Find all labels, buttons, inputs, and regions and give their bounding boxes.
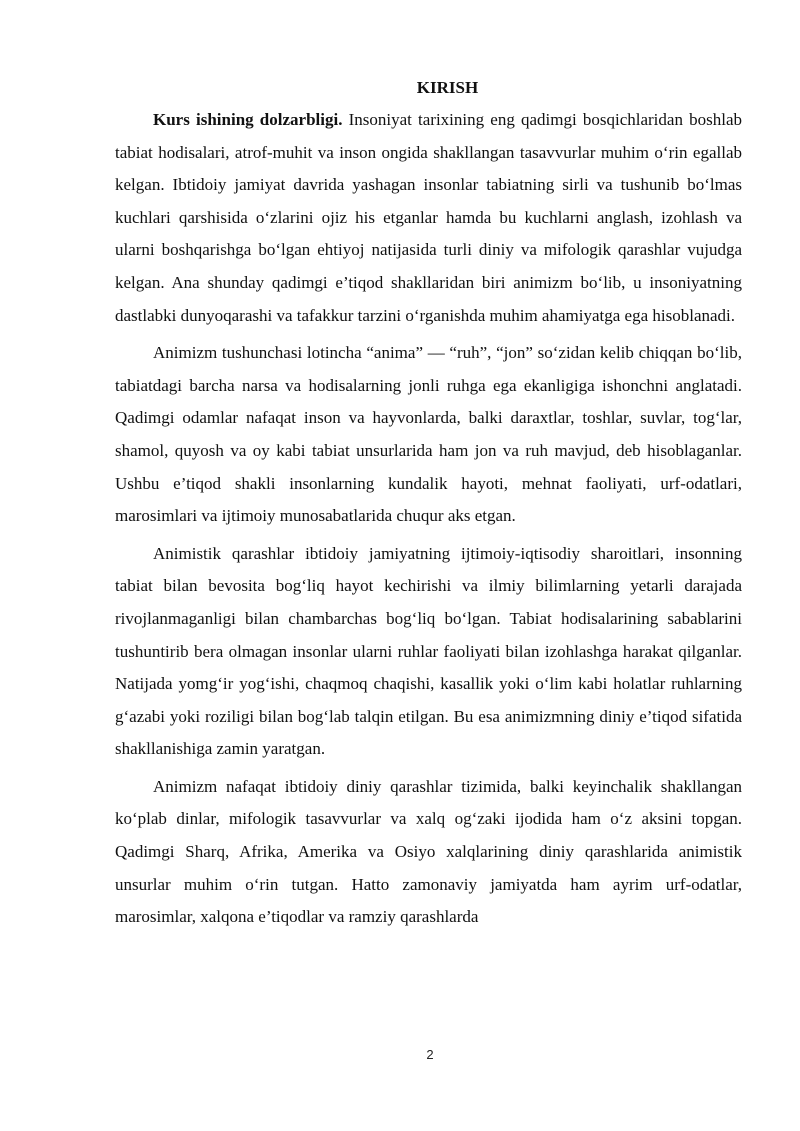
section-heading: KIRISH: [416, 78, 479, 97]
document-page: [115, 72, 742, 939]
paragraph-4: [115, 771, 742, 934]
paragraph-text: Animistik qarashlar ibtidoiy jamiyatning ijtimoiy-iqtisodiy sharoitlari, insonning tabiat bilan bevosita bog‘liq hayot kechirishi va ilmiy bilimlarning yetarli darajada rivojlanmaganligi bilan chambarchas bog‘liq bo‘lgan. Tabiat hodisalarining sabablarini tushuntirib bera olmagan insonlar ularni ruhlar faoliyati bilan izohlashga harakat qilganlar. Natijada yomg‘ir yog‘ishi, chaqmoq chaqishi, kasallik yoki o‘lim kabi holatlar ruhlarning g‘azabi yoki roziligi bilan bog‘lab talqin etilgan. Bu esa animizmning diniy e’tiqod sifatida shakllanishiga zamin yaratgan.: [115, 543, 742, 759]
paragraph-1: [115, 104, 742, 332]
paragraph-text: Animizm tushunchasi lotincha “anima” — “ruh”, “jon” so‘zidan kelib chiqqan bo‘lib, tabiatdagi barcha narsa va hodisalarning jonli ruhga ega ekanligiga ishonchni anglatadi. Qadimgi odamlar nafaqat inson va hayvonlarda, balki daraxtlar, toshlar, suvlar, tog‘lar, shamol, quyosh va oy kabi tabiat unsurlarida ham jon va ruh mavjud, deb hisoblaganlar. Ushbu e’tiqod shakli insonlarning kundalik hayoti, mehnat faoliyati, urf-odatlari, marosimlari va ijtimoiy munosabatlarida chuqur aks etgan.: [115, 343, 742, 526]
paragraph-lead: Kurs ishining dolzarbligi.: [153, 110, 343, 129]
paragraph-2: [115, 337, 742, 533]
paragraph-text: Insoniyat tarixining eng qadimgi bosqichlaridan boshlab tabiat hodisalari, atrof-muhit va inson ongida shakllangan tasavvurlar muhim o‘rin egallab kelgan. Ibtidoiy jamiyat davrida yashagan insonlar tabiatning sirli va tushunib bo‘lmas kuchlari qarshisida o‘zlarini ojiz his etganlar hamda bu kuchlarni anglash, izohlash va ularni boshqarishga bo‘lgan ehtiyoj natijasida turli diniy va mifologik qarashlar vujudga kelgan. Ana shunday qadimgi e’tiqod shakllaridan biri animizm bo‘lib, u insoniyatning dastlabki dunyoqarashi va tafakkur tarzini o‘rganishda muhim ahamiyatga ega hisoblanadi.: [115, 110, 742, 325]
page-number: 2: [426, 1047, 434, 1062]
paragraph-3: [115, 538, 742, 766]
paragraph-text: Animizm nafaqat ibtidoiy diniy qarashlar tizimida, balki keyinchalik shakllangan ko‘plab dinlar, mifologik tasavvurlar va xalq og‘zaki ijodida ham o‘z aksini topgan. Qadimgi Sharq, Afrika, Amerika va Osiyo xalqlarining diniy qarashlarida animistik unsurlar muhim o‘rin tutgan. Hatto zamonaviy jamiyatda ham ayrim urf-odatlar, marosimlar, xalqona e’tiqodlar va ramziy qarashlarda: [115, 776, 742, 927]
